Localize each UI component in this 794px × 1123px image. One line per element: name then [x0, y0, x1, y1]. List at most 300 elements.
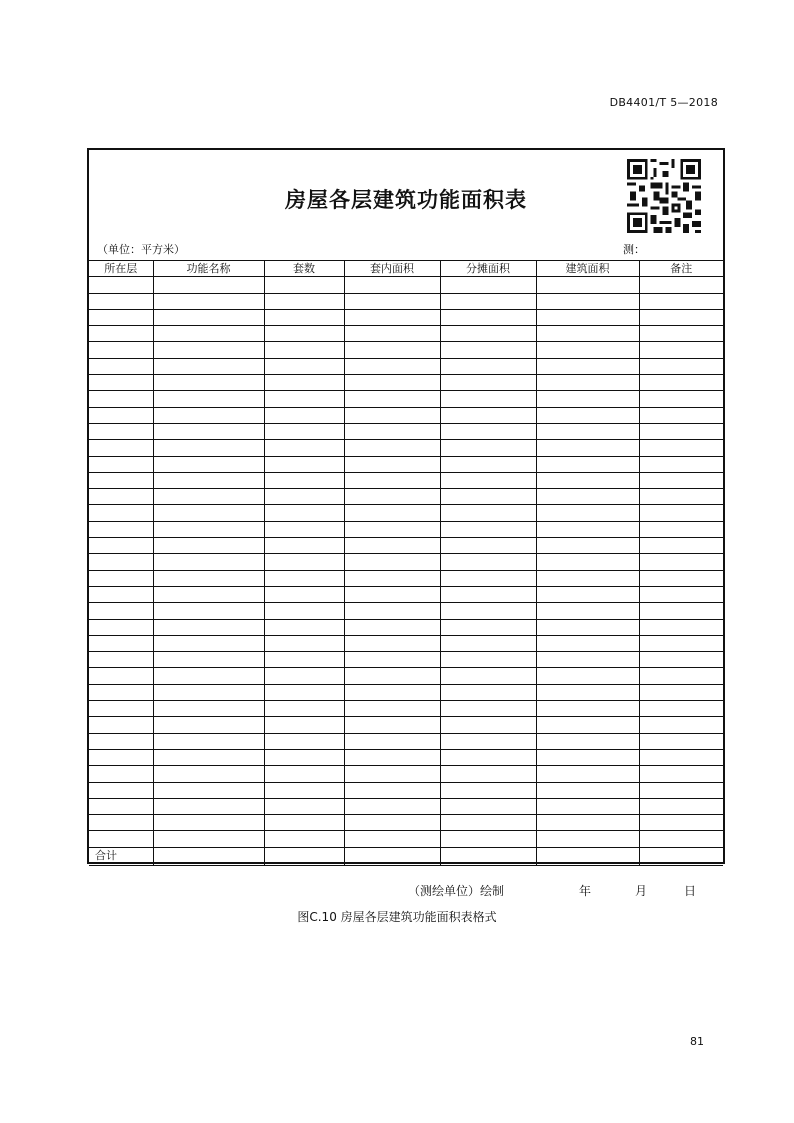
table-cell — [153, 766, 264, 782]
table-cell — [89, 505, 153, 521]
table-cell — [639, 407, 723, 423]
table-cell — [153, 456, 264, 472]
table-cell — [440, 472, 536, 488]
table-cell — [639, 489, 723, 505]
table-cell — [264, 652, 344, 668]
table-cell — [89, 293, 153, 309]
table-row — [89, 554, 723, 570]
col-floor: 所在层 — [89, 261, 153, 277]
table-cell — [536, 570, 639, 586]
table-row — [89, 815, 723, 831]
table-cell — [440, 358, 536, 374]
table-cell — [264, 798, 344, 814]
table-cell — [264, 440, 344, 456]
table-row — [89, 521, 723, 537]
table-cell — [639, 766, 723, 782]
table-row — [89, 619, 723, 635]
total-row — [89, 847, 723, 865]
table-cell — [440, 277, 536, 293]
table-row — [89, 831, 723, 847]
table-cell — [639, 586, 723, 602]
table-cell — [440, 407, 536, 423]
table-cell — [344, 782, 440, 798]
table-cell — [344, 554, 440, 570]
table-cell — [536, 847, 639, 865]
table-cell — [153, 847, 264, 865]
page-number: 81 — [690, 1035, 704, 1048]
table-cell — [536, 701, 639, 717]
table-cell — [536, 652, 639, 668]
table-cell — [264, 831, 344, 847]
table-cell — [344, 831, 440, 847]
col-units: 套数 — [264, 261, 344, 277]
table-cell — [89, 472, 153, 488]
table-cell — [153, 619, 264, 635]
table-cell — [89, 652, 153, 668]
table-cell — [264, 309, 344, 325]
table-cell — [639, 277, 723, 293]
table-cell — [153, 293, 264, 309]
table-row — [89, 782, 723, 798]
table-row — [89, 717, 723, 733]
table-cell — [153, 831, 264, 847]
table-cell — [536, 733, 639, 749]
table-row — [89, 440, 723, 456]
table-cell — [536, 375, 639, 391]
table-cell — [89, 815, 153, 831]
table-cell — [440, 782, 536, 798]
table-cell — [344, 277, 440, 293]
table-cell — [440, 342, 536, 358]
table-cell — [89, 635, 153, 651]
table-cell — [264, 749, 344, 765]
table-cell — [344, 619, 440, 635]
table-cell — [264, 782, 344, 798]
table-cell — [264, 635, 344, 651]
table-cell — [440, 456, 536, 472]
table-cell — [89, 570, 153, 586]
footer-line — [0, 882, 794, 900]
table-cell — [89, 668, 153, 684]
area-table — [89, 260, 723, 866]
table-cell — [344, 391, 440, 407]
table-cell — [440, 668, 536, 684]
table-cell — [440, 619, 536, 635]
table-cell — [344, 668, 440, 684]
col-function-name: 功能名称 — [153, 261, 264, 277]
table-header-row — [89, 261, 723, 277]
table-cell — [536, 407, 639, 423]
table-cell — [89, 538, 153, 554]
table-cell — [89, 782, 153, 798]
month-label: 月 — [635, 884, 648, 898]
table-cell — [153, 733, 264, 749]
table-row — [89, 277, 723, 293]
table-cell — [89, 717, 153, 733]
document-code: DB4401/T 5—2018 — [609, 96, 718, 109]
table-cell — [264, 733, 344, 749]
col-inner-area: 套内面积 — [344, 261, 440, 277]
table-cell — [536, 619, 639, 635]
table-cell — [153, 375, 264, 391]
table-cell — [89, 375, 153, 391]
table-cell — [536, 782, 639, 798]
table-cell — [264, 815, 344, 831]
table-cell — [344, 456, 440, 472]
table-cell — [344, 766, 440, 782]
table-cell — [440, 815, 536, 831]
table-cell — [89, 798, 153, 814]
table-cell — [536, 749, 639, 765]
table-cell — [440, 309, 536, 325]
table-cell — [639, 815, 723, 831]
table-cell — [264, 505, 344, 521]
table-cell — [536, 277, 639, 293]
table-cell — [89, 619, 153, 635]
table-cell — [536, 293, 639, 309]
table-cell — [344, 749, 440, 765]
table-cell — [89, 440, 153, 456]
table-cell — [264, 358, 344, 374]
table-cell — [344, 326, 440, 342]
table-cell — [153, 815, 264, 831]
table-cell — [264, 766, 344, 782]
table-cell — [89, 489, 153, 505]
table-cell — [264, 293, 344, 309]
table-cell — [440, 701, 536, 717]
table-cell — [639, 375, 723, 391]
table-row — [89, 309, 723, 325]
table-cell — [536, 391, 639, 407]
table-cell — [440, 652, 536, 668]
table-cell — [440, 603, 536, 619]
col-shared-area: 分摊面积 — [440, 261, 536, 277]
table-cell — [153, 668, 264, 684]
table-cell — [89, 733, 153, 749]
table-cell — [264, 375, 344, 391]
table-cell — [639, 554, 723, 570]
table-row — [89, 586, 723, 602]
table-cell — [153, 505, 264, 521]
table-row — [89, 489, 723, 505]
table-cell — [264, 489, 344, 505]
table-cell — [153, 407, 264, 423]
table-cell — [440, 847, 536, 865]
table-cell — [639, 456, 723, 472]
table-cell — [639, 472, 723, 488]
table-cell — [440, 733, 536, 749]
table-cell — [440, 749, 536, 765]
table-cell — [639, 309, 723, 325]
table-cell — [344, 586, 440, 602]
table-cell — [89, 521, 153, 537]
table-cell — [89, 749, 153, 765]
col-building-area: 建筑面积 — [536, 261, 639, 277]
table-cell — [344, 293, 440, 309]
table-cell — [153, 358, 264, 374]
table-row — [89, 749, 723, 765]
table-cell — [536, 717, 639, 733]
table-cell — [536, 684, 639, 700]
table-cell — [639, 684, 723, 700]
table-cell — [344, 635, 440, 651]
table-cell — [89, 423, 153, 439]
table-row — [89, 407, 723, 423]
table-cell — [344, 521, 440, 537]
survey-label: 测： — [623, 243, 645, 256]
table-cell — [153, 391, 264, 407]
table-cell — [344, 423, 440, 439]
table-cell — [440, 505, 536, 521]
table-cell — [639, 538, 723, 554]
table-cell — [264, 391, 344, 407]
table-cell — [89, 391, 153, 407]
table-cell — [89, 326, 153, 342]
table-row — [89, 603, 723, 619]
table-cell — [264, 326, 344, 342]
table-cell — [153, 749, 264, 765]
figure-caption: 图C.10 房屋各层建筑功能面积表格式 — [297, 910, 497, 924]
table-cell — [153, 277, 264, 293]
table-cell — [89, 766, 153, 782]
qr-code-icon — [627, 159, 701, 233]
table-cell — [639, 440, 723, 456]
table-cell — [440, 375, 536, 391]
table-cell — [344, 538, 440, 554]
table-cell — [89, 456, 153, 472]
table-cell — [264, 342, 344, 358]
table-cell — [440, 423, 536, 439]
table-cell — [639, 749, 723, 765]
table-cell — [89, 277, 153, 293]
table-row — [89, 326, 723, 342]
table-row — [89, 423, 723, 439]
table-cell — [344, 684, 440, 700]
table-row — [89, 652, 723, 668]
table-row — [89, 391, 723, 407]
table-cell — [264, 586, 344, 602]
table-cell — [264, 423, 344, 439]
table-cell — [440, 554, 536, 570]
table-cell — [344, 733, 440, 749]
table-cell — [264, 407, 344, 423]
table-cell — [536, 472, 639, 488]
year-label: 年 — [579, 884, 592, 898]
table-cell — [153, 652, 264, 668]
table-cell — [264, 847, 344, 865]
table-cell — [153, 423, 264, 439]
table-cell — [639, 293, 723, 309]
table-cell — [536, 668, 639, 684]
table-cell — [153, 309, 264, 325]
table-cell — [639, 847, 723, 865]
table-cell — [264, 684, 344, 700]
table-cell — [536, 538, 639, 554]
table-cell — [344, 798, 440, 814]
table-cell — [536, 586, 639, 602]
table-row — [89, 635, 723, 651]
table-cell — [440, 635, 536, 651]
table-cell — [264, 456, 344, 472]
table-cell — [344, 815, 440, 831]
table-cell — [639, 798, 723, 814]
table-cell — [440, 440, 536, 456]
unit-label: （单位：平方米） — [97, 243, 185, 256]
table-cell — [89, 309, 153, 325]
table-row — [89, 342, 723, 358]
table-cell — [536, 309, 639, 325]
table-cell — [440, 831, 536, 847]
table-cell — [536, 342, 639, 358]
table-cell — [639, 619, 723, 635]
table-cell — [536, 358, 639, 374]
table-cell — [264, 668, 344, 684]
table-cell — [344, 407, 440, 423]
table-cell — [153, 684, 264, 700]
table-cell — [639, 635, 723, 651]
table-cell — [639, 391, 723, 407]
table-cell — [153, 554, 264, 570]
table-cell — [639, 652, 723, 668]
drawn-by-label: （测绘单位）绘制 — [408, 884, 505, 898]
table-cell — [344, 717, 440, 733]
table-cell — [440, 293, 536, 309]
table-row — [89, 358, 723, 374]
col-remarks: 备注 — [639, 261, 723, 277]
table-cell — [536, 489, 639, 505]
table-row — [89, 684, 723, 700]
table-cell — [440, 798, 536, 814]
table-cell — [536, 326, 639, 342]
table-cell — [440, 538, 536, 554]
table-cell — [344, 342, 440, 358]
table-cell — [440, 570, 536, 586]
table-cell — [344, 505, 440, 521]
table-cell — [89, 407, 153, 423]
table-row — [89, 538, 723, 554]
table-cell — [264, 701, 344, 717]
table-cell — [639, 358, 723, 374]
table-row — [89, 733, 723, 749]
table-cell — [89, 831, 153, 847]
table-cell — [440, 717, 536, 733]
table-cell — [536, 456, 639, 472]
table-cell — [344, 309, 440, 325]
table-cell — [639, 668, 723, 684]
table-cell — [264, 619, 344, 635]
table-cell — [536, 766, 639, 782]
table-cell — [89, 603, 153, 619]
table-cell — [264, 277, 344, 293]
table-cell — [639, 521, 723, 537]
table-cell — [344, 358, 440, 374]
table-cell — [264, 554, 344, 570]
table-cell — [536, 635, 639, 651]
table-cell — [344, 652, 440, 668]
table-cell — [89, 342, 153, 358]
table-cell — [153, 440, 264, 456]
table-cell — [344, 489, 440, 505]
table-cell — [153, 342, 264, 358]
table-cell — [536, 831, 639, 847]
table-cell — [440, 489, 536, 505]
table-cell — [639, 717, 723, 733]
table-cell — [153, 635, 264, 651]
table-cell — [536, 554, 639, 570]
table-cell — [264, 603, 344, 619]
table-cell — [153, 586, 264, 602]
table-cell — [344, 847, 440, 865]
table-row — [89, 766, 723, 782]
table-cell — [536, 521, 639, 537]
table-cell — [264, 717, 344, 733]
table-cell — [344, 472, 440, 488]
table-cell — [344, 701, 440, 717]
table-cell — [344, 603, 440, 619]
table-cell — [153, 782, 264, 798]
table-cell — [639, 603, 723, 619]
table-cell — [153, 521, 264, 537]
table-cell — [440, 766, 536, 782]
table-cell — [536, 423, 639, 439]
table-row — [89, 505, 723, 521]
table-cell — [153, 538, 264, 554]
table-row — [89, 375, 723, 391]
table-cell — [89, 701, 153, 717]
table-cell — [639, 570, 723, 586]
table-cell — [89, 586, 153, 602]
table-row — [89, 798, 723, 814]
table-cell — [639, 505, 723, 521]
table-cell — [264, 521, 344, 537]
table-cell — [344, 570, 440, 586]
table-row — [89, 668, 723, 684]
table-cell — [536, 815, 639, 831]
table-cell — [89, 684, 153, 700]
table-cell — [264, 570, 344, 586]
table-cell — [153, 326, 264, 342]
table-cell — [536, 798, 639, 814]
table-cell — [344, 440, 440, 456]
table-cell — [153, 603, 264, 619]
table-cell — [153, 701, 264, 717]
table-cell — [440, 391, 536, 407]
table-cell — [639, 423, 723, 439]
table-cell — [536, 505, 639, 521]
table-cell — [153, 472, 264, 488]
table-cell — [264, 538, 344, 554]
form-frame — [87, 148, 725, 864]
table-row — [89, 570, 723, 586]
table-row — [89, 293, 723, 309]
total-label: 合计 — [89, 847, 153, 865]
table-cell — [536, 440, 639, 456]
table-cell — [264, 472, 344, 488]
table-cell — [639, 342, 723, 358]
form-title: 房屋各层建筑功能面积表 — [285, 188, 527, 212]
table-row — [89, 456, 723, 472]
table-row — [89, 701, 723, 717]
table-cell — [344, 375, 440, 391]
table-cell — [536, 603, 639, 619]
table-cell — [440, 521, 536, 537]
table-cell — [639, 326, 723, 342]
table-cell — [440, 326, 536, 342]
table-cell — [639, 733, 723, 749]
table-cell — [89, 358, 153, 374]
table-cell — [153, 798, 264, 814]
table-cell — [639, 701, 723, 717]
